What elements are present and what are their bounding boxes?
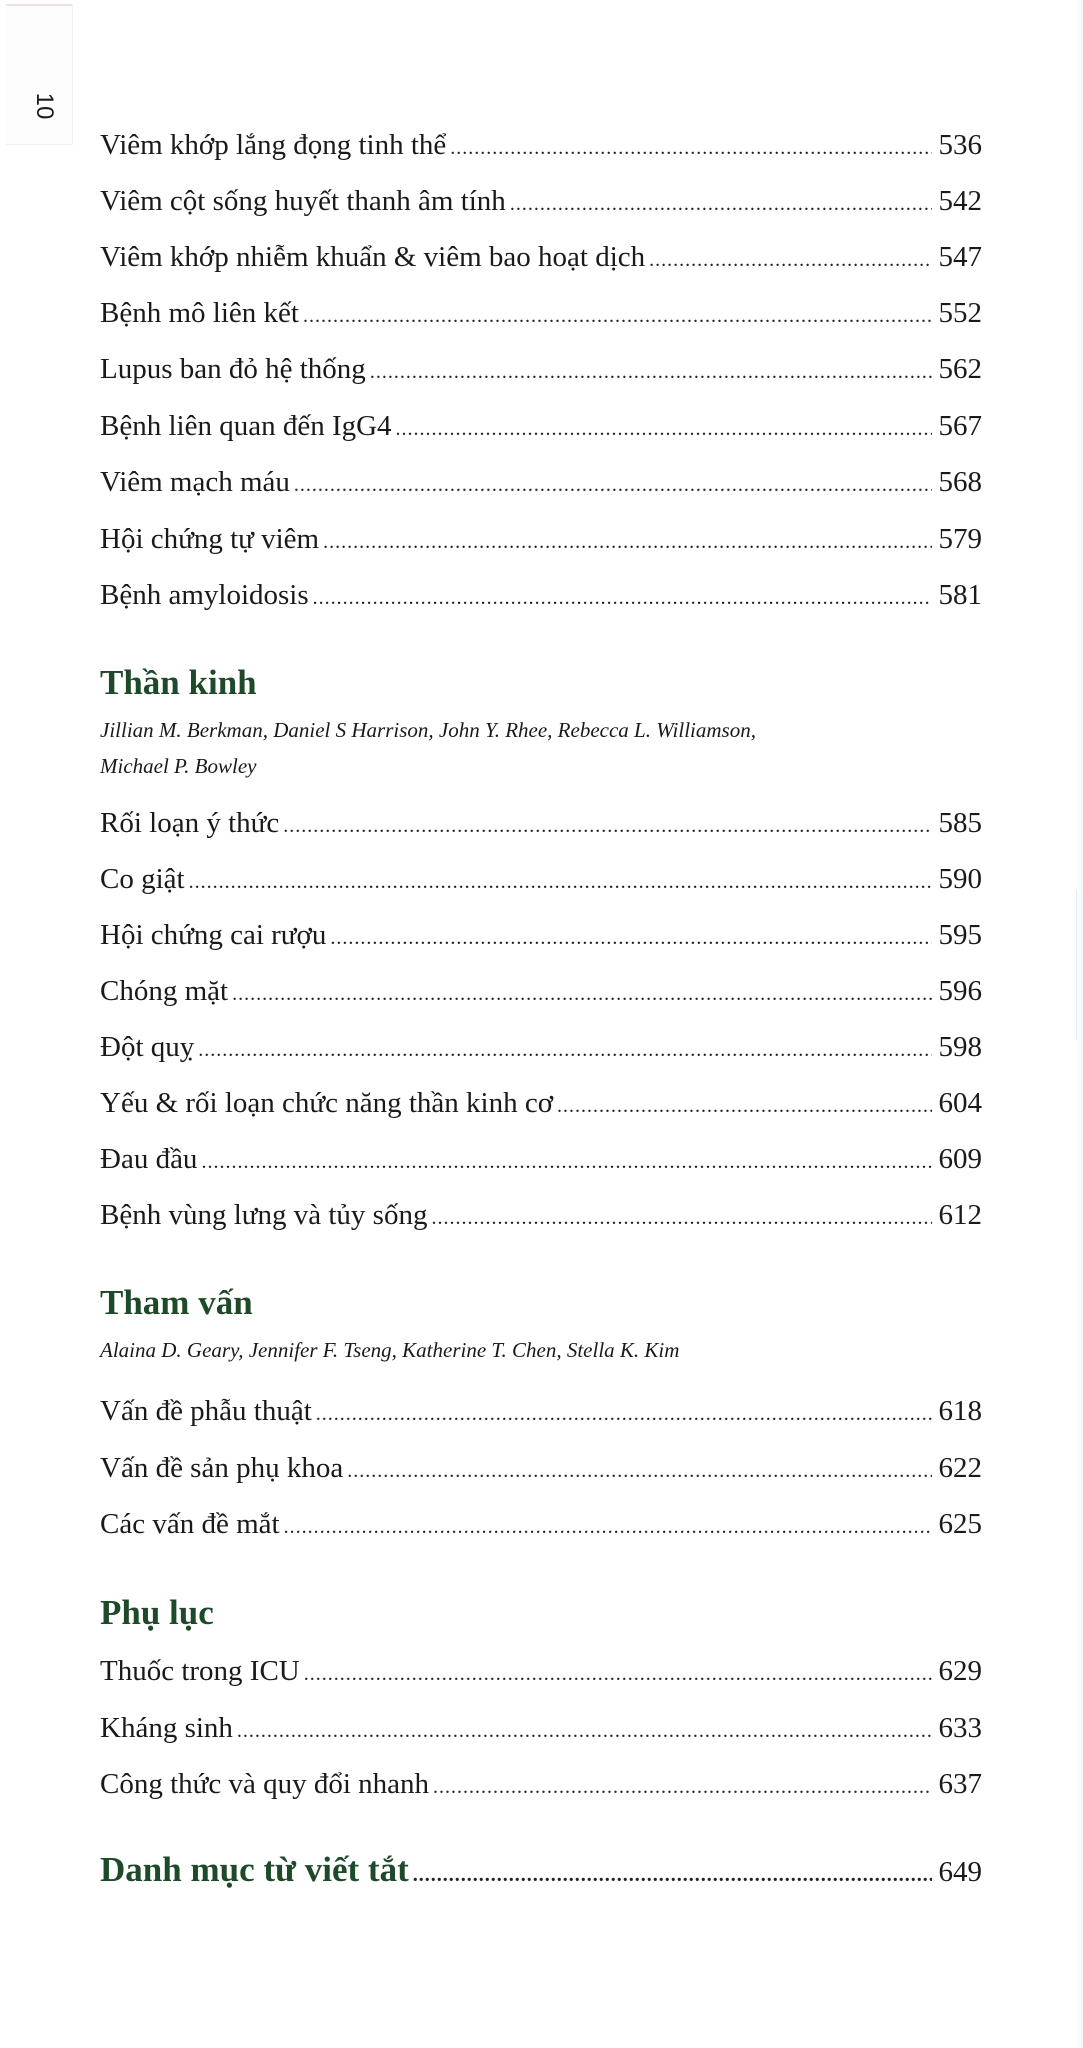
toc-entry-page: 567: [938, 410, 982, 442]
section-heading-consultation[interactable]: Tham vấn: [100, 1283, 253, 1322]
toc-entry-title: Công thức và quy đổi nhanh: [100, 1768, 430, 1800]
toc-entry-title: Rối loạn ý thức: [100, 807, 280, 839]
dot-leader: [283, 804, 932, 848]
toc-entry[interactable]: [100, 235, 982, 279]
toc-entry-title: Bệnh vùng lưng và tủy sống: [100, 1199, 428, 1231]
toc-entry-page: 590: [938, 863, 982, 895]
toc-entry-page: 609: [938, 1143, 982, 1175]
dot-leader: [510, 182, 932, 226]
dot-leader: [303, 294, 932, 338]
dot-leader: [294, 463, 932, 507]
toc-entry-page: 612: [938, 1199, 982, 1231]
dot-leader: [284, 1505, 932, 1549]
toc-entry[interactable]: [100, 1502, 982, 1546]
dot-leader: [396, 407, 932, 451]
toc-entry-abbreviations[interactable]: [100, 1845, 982, 1895]
toc-entry-title: Viêm khớp nhiễm khuẩn & viêm bao hoạt dịch: [100, 241, 646, 273]
toc-entry-page: 618: [938, 1395, 982, 1427]
toc-entry-title: Viêm mạch máu: [100, 466, 290, 498]
page-number-tab: [6, 4, 73, 145]
toc-entry-title: Yếu & rối loạn chức năng thần kinh cơ: [100, 1087, 554, 1119]
section-heading-neurology[interactable]: Thần kinh: [100, 663, 257, 702]
toc-entry[interactable]: [100, 404, 982, 448]
toc-entry-title: Viêm cột sống huyết thanh âm tính: [100, 185, 506, 217]
section-heading-appendix[interactable]: Phụ lục: [100, 1593, 214, 1632]
toc-entry[interactable]: [100, 291, 982, 335]
dot-leader: [189, 860, 932, 904]
toc-entry-page: 622: [938, 1452, 982, 1484]
dot-leader: [198, 1028, 932, 1072]
toc-entry-page: 625: [938, 1508, 982, 1540]
toc-entry-title: Bệnh amyloidosis: [100, 579, 309, 611]
toc-entry-title: Chóng mặt: [100, 975, 229, 1007]
toc-entry[interactable]: [100, 1389, 982, 1433]
dot-leader: [450, 126, 932, 170]
toc-entry-page: 579: [938, 523, 982, 555]
toc-entry[interactable]: [100, 1706, 982, 1750]
toc-entry-title: Lupus ban đỏ hệ thống: [100, 353, 366, 385]
toc-entry-title: Hội chứng tự viêm: [100, 523, 320, 555]
section-authors: Michael P. Bowley: [100, 754, 257, 778]
toc-entry[interactable]: [100, 179, 982, 223]
toc-entry[interactable]: [100, 123, 982, 167]
toc-entry-page: 581: [938, 579, 982, 611]
dot-leader: [316, 1392, 932, 1436]
toc-entry-title: Hội chứng cai rượu: [100, 919, 327, 951]
toc-entry-page: 585: [938, 807, 982, 839]
dot-leader: [237, 1709, 932, 1753]
dot-leader: [413, 1850, 932, 1900]
toc-entry-title: Vấn đề phẫu thuật: [100, 1395, 312, 1427]
dot-leader: [313, 576, 932, 620]
dot-leader: [304, 1652, 932, 1696]
toc-entry[interactable]: [100, 913, 982, 957]
toc-entry-page: 542: [938, 185, 982, 217]
toc-entry[interactable]: [100, 1649, 982, 1693]
toc-entry[interactable]: [100, 1762, 982, 1806]
toc-entry[interactable]: [100, 1446, 982, 1490]
toc-entry-page: 596: [938, 975, 982, 1007]
toc-entry[interactable]: [100, 969, 982, 1013]
toc-entry-page: 552: [938, 297, 982, 329]
toc-entry-page: 598: [938, 1031, 982, 1063]
toc-entry-page: 633: [938, 1712, 982, 1744]
dot-leader: [201, 1140, 932, 1184]
toc-entry-page: 562: [938, 353, 982, 385]
toc-entry-page: 595: [938, 919, 982, 951]
dot-leader: [431, 1196, 932, 1240]
toc-entry-title: Vấn đề sản phụ khoa: [100, 1452, 344, 1484]
dot-leader: [323, 520, 932, 564]
section-authors: Alaina D. Geary, Jennifer F. Tseng, Katherine T. Chen, Stella K. Kim: [100, 1338, 680, 1362]
dot-leader: [557, 1084, 932, 1128]
toc-entry-page: 568: [938, 466, 982, 498]
toc-entry-title: Thuốc trong ICU: [100, 1655, 300, 1687]
dot-leader: [347, 1449, 932, 1493]
page-number: 10: [31, 92, 58, 120]
toc-entry[interactable]: [100, 347, 982, 391]
toc-entry-page: 536: [938, 129, 982, 161]
toc-entry-title: Các vấn đề mắt: [100, 1508, 280, 1540]
toc-entry-page: 604: [938, 1087, 982, 1119]
dot-leader: [433, 1765, 932, 1809]
toc-entry[interactable]: [100, 857, 982, 901]
toc-entry-title: Danh mục từ viết tắt: [100, 1850, 409, 1889]
toc-entry[interactable]: [100, 573, 982, 617]
toc-entry-title: Bệnh mô liên kết: [100, 297, 299, 329]
toc-entry[interactable]: [100, 801, 982, 845]
dot-leader: [330, 916, 932, 960]
dot-leader: [370, 350, 932, 394]
toc-entry-title: Đột quỵ: [100, 1031, 195, 1063]
toc-entry[interactable]: [100, 460, 982, 504]
toc-entry[interactable]: [100, 517, 982, 561]
toc-entry-title: Đau đầu: [100, 1143, 198, 1175]
dot-leader: [232, 972, 932, 1016]
toc-entry-page: 649: [938, 1856, 982, 1888]
toc-entry-title: Viêm khớp lắng đọng tinh thể: [100, 129, 447, 161]
toc-entry-title: Kháng sinh: [100, 1712, 233, 1744]
toc-entry-page: 629: [938, 1655, 982, 1687]
toc-entry-title: Co giật: [100, 863, 185, 895]
dot-leader: [649, 238, 932, 282]
toc-entry[interactable]: [100, 1193, 982, 1237]
toc-entry[interactable]: [100, 1137, 982, 1181]
toc-entry-page: 547: [938, 241, 982, 273]
toc-entry[interactable]: [100, 1081, 982, 1125]
toc-entry-page: 637: [938, 1768, 982, 1800]
section-authors: Jillian M. Berkman, Daniel S Harrison, John Y. Rhee, Rebecca L. Williamson,: [100, 718, 756, 742]
toc-entry[interactable]: [100, 1025, 982, 1069]
page-edge-mark: [1076, 890, 1077, 1040]
toc-entry-title: Bệnh liên quan đến IgG4: [100, 410, 392, 442]
